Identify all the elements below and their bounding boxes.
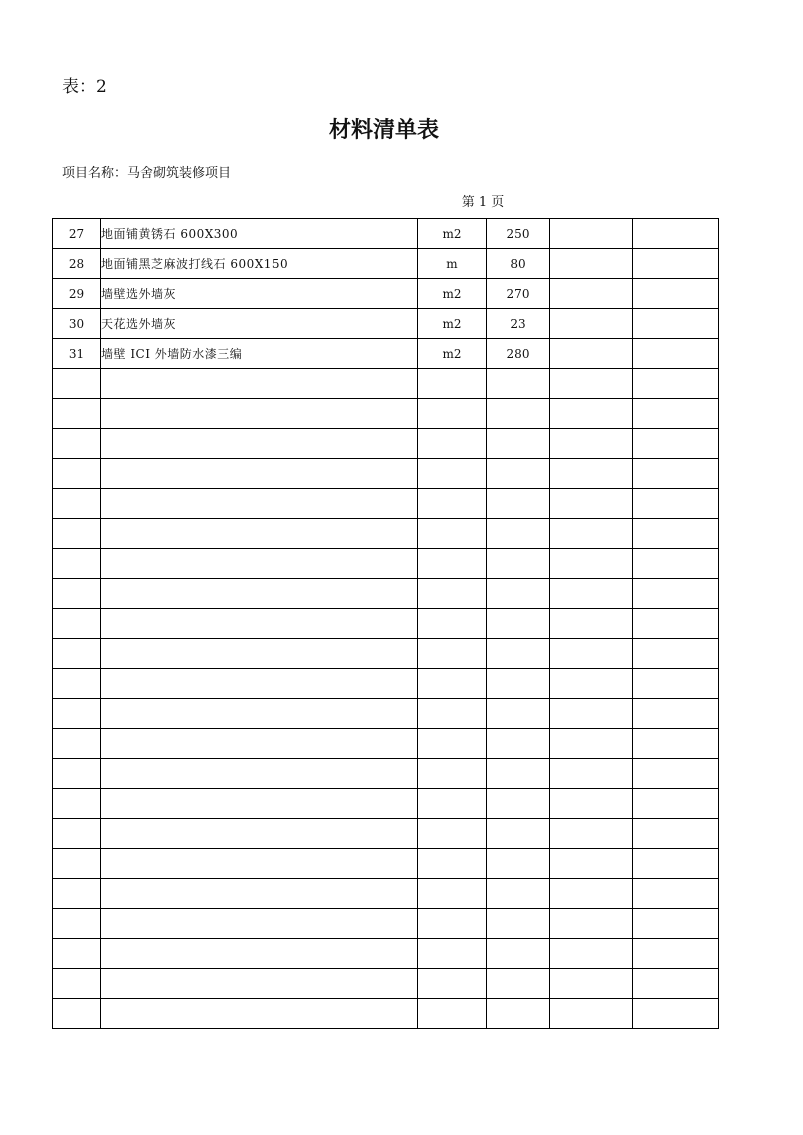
cell-unit: m2 — [418, 279, 487, 309]
cell-item-no — [53, 969, 101, 999]
cell-blank — [550, 969, 633, 999]
cell-unit — [418, 729, 487, 759]
cell-blank — [633, 729, 719, 759]
cell-quantity — [487, 879, 550, 909]
table-row — [53, 819, 719, 849]
cell-quantity — [487, 519, 550, 549]
cell-quantity — [487, 969, 550, 999]
table-row — [53, 339, 719, 369]
cell-blank — [550, 999, 633, 1029]
cell-blank — [633, 909, 719, 939]
cell-blank — [550, 639, 633, 669]
table-row — [53, 309, 719, 339]
cell-blank — [633, 699, 719, 729]
materials-table — [52, 218, 719, 1029]
cell-blank — [633, 939, 719, 969]
cell-material-name — [101, 609, 418, 639]
cell-blank — [633, 849, 719, 879]
table-row — [53, 459, 719, 489]
cell-blank — [633, 339, 719, 369]
cell-blank — [550, 939, 633, 969]
cell-blank — [550, 309, 633, 339]
table-row — [53, 369, 719, 399]
cell-item-no — [53, 519, 101, 549]
cell-blank — [550, 759, 633, 789]
cell-material-name — [101, 759, 418, 789]
cell-blank — [633, 759, 719, 789]
cell-blank — [633, 399, 719, 429]
cell-unit — [418, 759, 487, 789]
cell-blank — [633, 609, 719, 639]
table-row — [53, 789, 719, 819]
cell-blank — [550, 789, 633, 819]
table-row — [53, 609, 719, 639]
cell-unit — [418, 429, 487, 459]
cell-blank — [550, 219, 633, 249]
cell-blank — [633, 369, 719, 399]
cell-item-no — [53, 399, 101, 429]
table-row — [53, 279, 719, 309]
cell-material-name — [101, 939, 418, 969]
cell-item-no — [53, 939, 101, 969]
table-row — [53, 579, 719, 609]
cell-quantity — [487, 729, 550, 759]
cell-item-no — [53, 609, 101, 639]
cell-unit — [418, 549, 487, 579]
cell-item-no — [53, 849, 101, 879]
cell-material-name — [101, 969, 418, 999]
cell-material-name: 墙壁选外墙灰 — [101, 279, 418, 309]
cell-quantity — [487, 789, 550, 819]
cell-material-name — [101, 789, 418, 819]
cell-item-no — [53, 489, 101, 519]
cell-quantity: 270 — [487, 279, 550, 309]
cell-blank — [633, 249, 719, 279]
cell-quantity: 280 — [487, 339, 550, 369]
cell-blank — [550, 819, 633, 849]
cell-unit — [418, 609, 487, 639]
cell-item-no — [53, 669, 101, 699]
cell-quantity — [487, 669, 550, 699]
cell-blank — [550, 579, 633, 609]
cell-blank — [633, 819, 719, 849]
cell-item-no — [53, 429, 101, 459]
cell-unit — [418, 879, 487, 909]
cell-item-no — [53, 789, 101, 819]
cell-blank — [550, 909, 633, 939]
page-number: 第 1 页 — [461, 195, 505, 210]
cell-material-name — [101, 639, 418, 669]
cell-item-no: 31 — [53, 339, 101, 369]
table-row — [53, 999, 719, 1029]
cell-blank — [550, 279, 633, 309]
cell-material-name: 地面铺黑芝麻波打线石 600X150 — [101, 249, 418, 279]
cell-material-name: 墙壁 ICI 外墙防水漆三编 — [101, 339, 418, 369]
cell-blank — [633, 519, 719, 549]
cell-blank — [633, 429, 719, 459]
table-row — [53, 489, 719, 519]
cell-material-name — [101, 999, 418, 1029]
cell-blank — [550, 609, 633, 639]
cell-unit — [418, 579, 487, 609]
cell-blank — [633, 489, 719, 519]
table-row — [53, 879, 719, 909]
page-title: 材料清单表 — [328, 118, 439, 143]
cell-material-name: 天花选外墙灰 — [101, 309, 418, 339]
cell-material-name — [101, 369, 418, 399]
cell-quantity — [487, 429, 550, 459]
cell-quantity — [487, 639, 550, 669]
cell-material-name — [101, 429, 418, 459]
cell-blank — [633, 309, 719, 339]
cell-unit — [418, 969, 487, 999]
cell-blank — [550, 459, 633, 489]
cell-item-no — [53, 909, 101, 939]
cell-material-name — [101, 819, 418, 849]
cell-item-no — [53, 729, 101, 759]
table-row — [53, 669, 719, 699]
cell-blank — [550, 729, 633, 759]
cell-material-name — [101, 909, 418, 939]
table-row — [53, 639, 719, 669]
cell-material-name — [101, 699, 418, 729]
cell-unit — [418, 939, 487, 969]
cell-unit: m2 — [418, 339, 487, 369]
table-label: 表：2 — [62, 77, 107, 97]
cell-unit: m2 — [418, 219, 487, 249]
cell-material-name — [101, 879, 418, 909]
cell-item-no — [53, 459, 101, 489]
cell-blank — [550, 699, 633, 729]
cell-blank — [633, 459, 719, 489]
table-row — [53, 759, 719, 789]
cell-item-no — [53, 639, 101, 669]
cell-blank — [550, 249, 633, 279]
cell-quantity — [487, 849, 550, 879]
table-row — [53, 519, 719, 549]
project-name: 项目名称：马舍砌筑装修项目 — [62, 166, 232, 181]
cell-quantity — [487, 609, 550, 639]
cell-blank — [633, 579, 719, 609]
cell-item-no: 29 — [53, 279, 101, 309]
cell-blank — [633, 789, 719, 819]
cell-item-no: 30 — [53, 309, 101, 339]
cell-blank — [550, 669, 633, 699]
cell-quantity — [487, 459, 550, 489]
cell-material-name — [101, 489, 418, 519]
cell-blank — [550, 399, 633, 429]
cell-item-no — [53, 549, 101, 579]
cell-quantity — [487, 939, 550, 969]
cell-unit — [418, 669, 487, 699]
cell-material-name — [101, 459, 418, 489]
cell-material-name — [101, 399, 418, 429]
cell-quantity: 80 — [487, 249, 550, 279]
table-row — [53, 729, 719, 759]
cell-blank — [550, 519, 633, 549]
table-row — [53, 219, 719, 249]
cell-item-no: 27 — [53, 219, 101, 249]
table-row — [53, 699, 719, 729]
cell-item-no — [53, 579, 101, 609]
cell-unit — [418, 639, 487, 669]
cell-unit — [418, 999, 487, 1029]
cell-quantity — [487, 999, 550, 1029]
cell-material-name — [101, 669, 418, 699]
cell-blank — [633, 219, 719, 249]
cell-blank — [550, 369, 633, 399]
cell-material-name — [101, 729, 418, 759]
cell-item-no — [53, 699, 101, 729]
cell-blank — [633, 639, 719, 669]
cell-material-name — [101, 519, 418, 549]
cell-quantity: 250 — [487, 219, 550, 249]
cell-quantity — [487, 819, 550, 849]
cell-unit — [418, 459, 487, 489]
cell-blank — [633, 879, 719, 909]
cell-blank — [633, 549, 719, 579]
cell-item-no: 28 — [53, 249, 101, 279]
cell-unit — [418, 909, 487, 939]
cell-item-no — [53, 819, 101, 849]
cell-quantity — [487, 489, 550, 519]
cell-blank — [633, 279, 719, 309]
cell-quantity: 23 — [487, 309, 550, 339]
cell-blank — [550, 849, 633, 879]
cell-item-no — [53, 759, 101, 789]
cell-blank — [633, 669, 719, 699]
table-row — [53, 939, 719, 969]
cell-unit — [418, 369, 487, 399]
cell-unit — [418, 819, 487, 849]
cell-quantity — [487, 759, 550, 789]
cell-unit — [418, 849, 487, 879]
cell-quantity — [487, 549, 550, 579]
cell-unit: m2 — [418, 309, 487, 339]
table-row — [53, 399, 719, 429]
cell-unit — [418, 489, 487, 519]
cell-material-name: 地面铺黄锈石 600X300 — [101, 219, 418, 249]
cell-item-no — [53, 879, 101, 909]
table-row — [53, 429, 719, 459]
cell-unit — [418, 699, 487, 729]
cell-blank — [550, 879, 633, 909]
cell-quantity — [487, 399, 550, 429]
cell-material-name — [101, 549, 418, 579]
cell-quantity — [487, 369, 550, 399]
table-row — [53, 909, 719, 939]
table-row — [53, 849, 719, 879]
cell-blank — [550, 429, 633, 459]
cell-item-no — [53, 369, 101, 399]
cell-unit: m — [418, 249, 487, 279]
cell-unit — [418, 399, 487, 429]
cell-quantity — [487, 699, 550, 729]
cell-blank — [550, 489, 633, 519]
cell-item-no — [53, 999, 101, 1029]
table-row — [53, 549, 719, 579]
cell-quantity — [487, 909, 550, 939]
cell-material-name — [101, 849, 418, 879]
table-row — [53, 249, 719, 279]
cell-unit — [418, 519, 487, 549]
cell-blank — [633, 969, 719, 999]
cell-blank — [633, 999, 719, 1029]
cell-material-name — [101, 579, 418, 609]
cell-quantity — [487, 579, 550, 609]
cell-unit — [418, 789, 487, 819]
cell-blank — [550, 339, 633, 369]
table-row — [53, 969, 719, 999]
cell-blank — [550, 549, 633, 579]
